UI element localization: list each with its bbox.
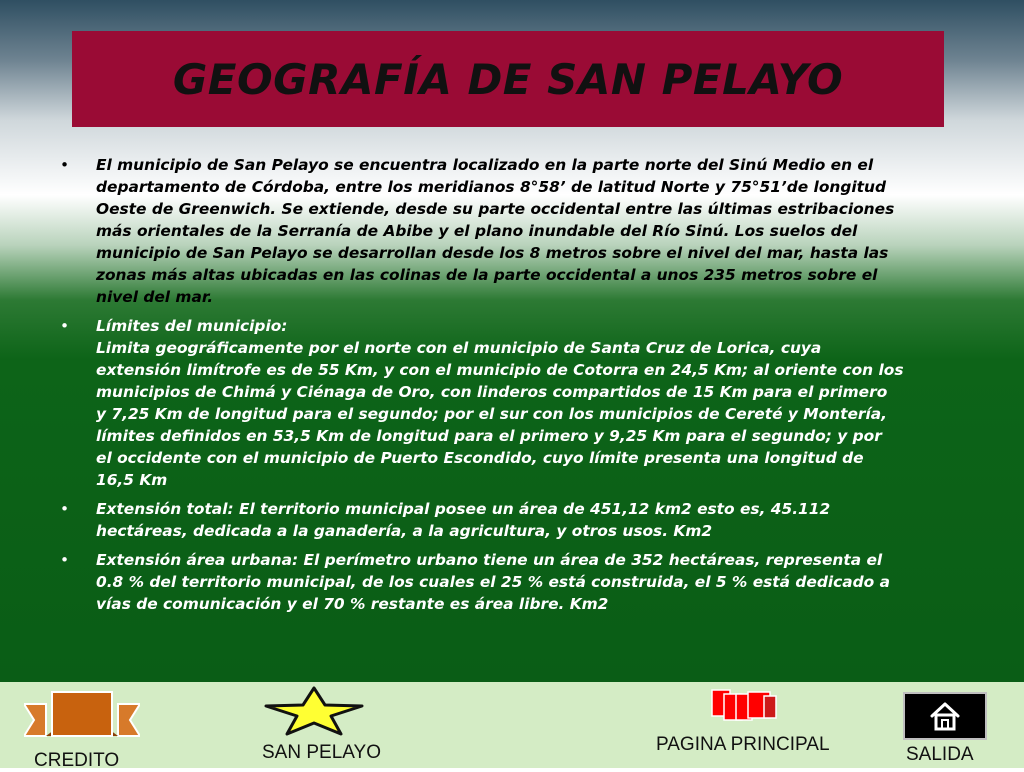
bullet-text-line: nivel del mar. xyxy=(96,288,214,306)
bullet-item-urban-extension xyxy=(60,549,965,615)
bullet-text-line: municipio de San Pelayo se desarrollan desde los 8 metros sobre el nivel del mar, hasta las xyxy=(96,244,889,262)
bullet-text-line: Extensión total: El territorio municipal posee un área de 451,12 km2 esto es, 45.112 xyxy=(96,500,831,518)
bullet-text-line: Extensión área urbana: El perímetro urbano tiene un área de 352 hectáreas, representa el xyxy=(96,551,883,569)
bullet-text-line: 16,5 Km xyxy=(96,471,168,489)
bullet-text-line: Limita geográficamente por el norte con el municipio de Santa Cruz de Lorica, cuya xyxy=(96,339,822,357)
title-banner xyxy=(72,31,944,127)
bullet-text-line: límites definidos en 53,5 Km de longitud para el primero y 9,25 Km para el segundo; y por xyxy=(96,427,882,445)
salida-label: SALIDA xyxy=(906,744,974,765)
san-pelayo-label: SAN PELAYO xyxy=(262,742,381,763)
bullet-text-line: Oeste de Greenwich. Se extiende, desde su parte occidental entre las últimas estribaciones xyxy=(96,200,895,218)
pagina-principal-label: PAGINA PRINCIPAL xyxy=(656,734,830,755)
credito-button[interactable] xyxy=(22,686,142,771)
bullet-dot: • xyxy=(60,500,70,518)
bullet-item-total-extension xyxy=(60,498,965,542)
bullet-text-line: zonas más altas ubicadas en las colinas de la parte occidental a unos 235 metros sobre el xyxy=(96,266,878,284)
bottom-navigation-bar xyxy=(0,682,1024,771)
salida-button[interactable] xyxy=(900,692,1000,768)
bullet-item-location xyxy=(60,154,965,308)
san-pelayo-button[interactable] xyxy=(258,686,398,766)
star-icon xyxy=(264,686,364,736)
ribbon-banner-icon xyxy=(24,686,140,744)
bullet-dot: • xyxy=(60,551,70,569)
bullet-dot: • xyxy=(60,317,70,335)
bullet-list xyxy=(60,154,965,622)
bullet-text-line: más orientales de la Serranía de Abibe y el plano inundable del Río Sinú. Los suelos del xyxy=(96,222,858,240)
bullet-text-line: 0.8 % del territorio municipal, de los cuales el 25 % está construida, el 5 % está dedicado a xyxy=(96,573,890,591)
bullet-text-line: municipios de Chimá y Ciénaga de Oro, con linderos compartidos de 15 Km para el primero xyxy=(96,383,888,401)
bullet-text-line: departamento de Córdoba, entre los meridianos 8°58’ de latitud Norte y 75°51’de longitud xyxy=(96,178,886,196)
bullet-text-line: extensión limítrofe es de 55 Km, y con el municipio de Cotorra en 24,5 Km; al oriente con los xyxy=(96,361,904,379)
credito-label: CREDITO xyxy=(34,750,120,771)
bullet-item-limits xyxy=(60,315,965,491)
page-title: GEOGRAFÍA DE SAN PELAYO xyxy=(172,54,844,104)
bullet-text-line: hectáreas, dedicada a la ganadería, a la agricultura, y otros usos. Km2 xyxy=(96,522,713,540)
pagina-principal-button[interactable] xyxy=(650,686,860,762)
bullet-dot: • xyxy=(60,156,70,174)
bullet-text-line: El municipio de San Pelayo se encuentra localizado en la parte norte del Sinú Medio en el xyxy=(96,156,874,174)
bullet-text-line: Límites del municipio: xyxy=(96,317,288,335)
bullet-text-line: y 7,25 Km de longitud para el segundo; por el sur con los municipios de Cereté y Montería, xyxy=(96,405,888,423)
red-tabs-icon xyxy=(710,686,780,726)
home-icon xyxy=(903,692,987,740)
bullet-text-line: el occidente con el municipio de Puerto Escondido, cuyo límite presenta una longitud de xyxy=(96,449,864,467)
bullet-text-line: vías de comunicación y el 70 % restante es área libre. Km2 xyxy=(96,595,609,613)
